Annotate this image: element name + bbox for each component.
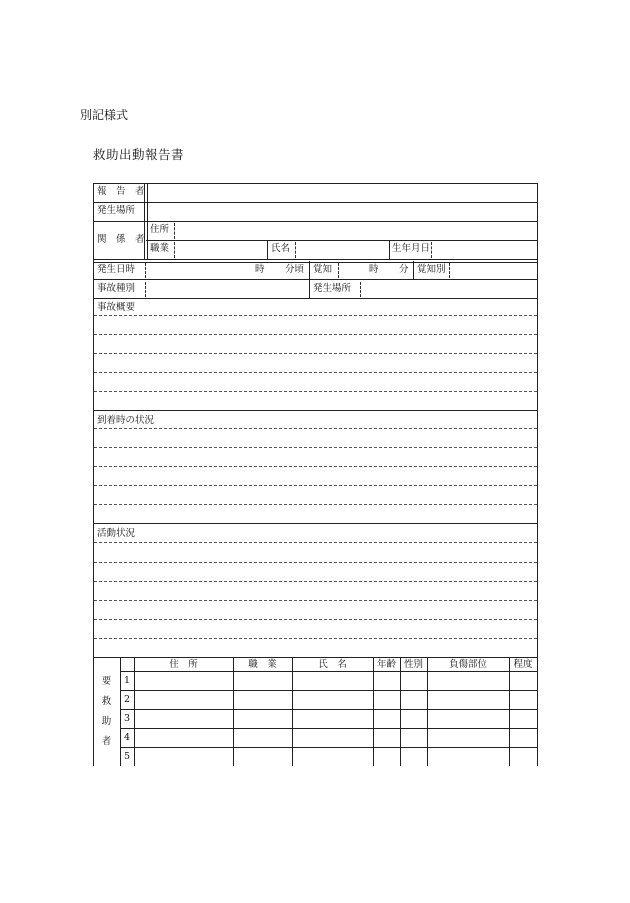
row-number: 2 (123, 694, 131, 705)
name-label: 氏名 (271, 243, 291, 254)
col-name: 氏 名 (318, 659, 347, 670)
hour-label: 時 (255, 264, 265, 275)
arrival-status-label: 到着時の状況 (97, 415, 155, 426)
row-number: 1 (123, 675, 131, 686)
aware-label: 覚知 (313, 264, 333, 275)
col-sex: 性別 (403, 659, 423, 670)
summary-label: 事故概要 (97, 302, 136, 313)
incident-type-label: 事故種別 (97, 283, 136, 294)
location-label: 発生場所 (97, 205, 136, 216)
address-label: 住所 (150, 224, 170, 235)
activity-status-label: 活動状況 (97, 528, 136, 539)
related-persons-label: 関 係 者 (97, 234, 145, 245)
occurred-datetime-label: 発生日時 (97, 264, 136, 275)
minute-approx-label: 分頃 (285, 264, 305, 275)
row-number: 3 (123, 713, 131, 724)
rescuee-side-label: 助 (101, 716, 112, 727)
col-age: 年齢 (376, 659, 396, 670)
row-number: 4 (123, 732, 131, 743)
col-injury-site: 負傷部位 (448, 659, 487, 670)
reporter-label: 報 告 者 (97, 186, 145, 197)
rescuee-side-label: 者 (101, 736, 112, 747)
row-number: 5 (123, 751, 131, 762)
rescuee-side-label: 救 (101, 696, 112, 707)
document-title: 救助出動報告書 (93, 147, 185, 162)
col-address: 住 所 (169, 659, 198, 670)
col-occupation: 職 業 (248, 659, 277, 670)
birthdate-label: 生年月日 (392, 243, 431, 254)
form-name: 別記様式 (80, 108, 129, 122)
occupation-label: 職業 (150, 243, 170, 254)
rescuee-side-label: 要 (101, 676, 112, 687)
col-severity: 程度 (513, 659, 533, 670)
location2-label: 発生場所 (313, 283, 352, 294)
hour2-label: 時 (369, 264, 379, 275)
aware-type-label: 覚知別 (417, 264, 446, 275)
minute-label: 分 (399, 264, 409, 275)
